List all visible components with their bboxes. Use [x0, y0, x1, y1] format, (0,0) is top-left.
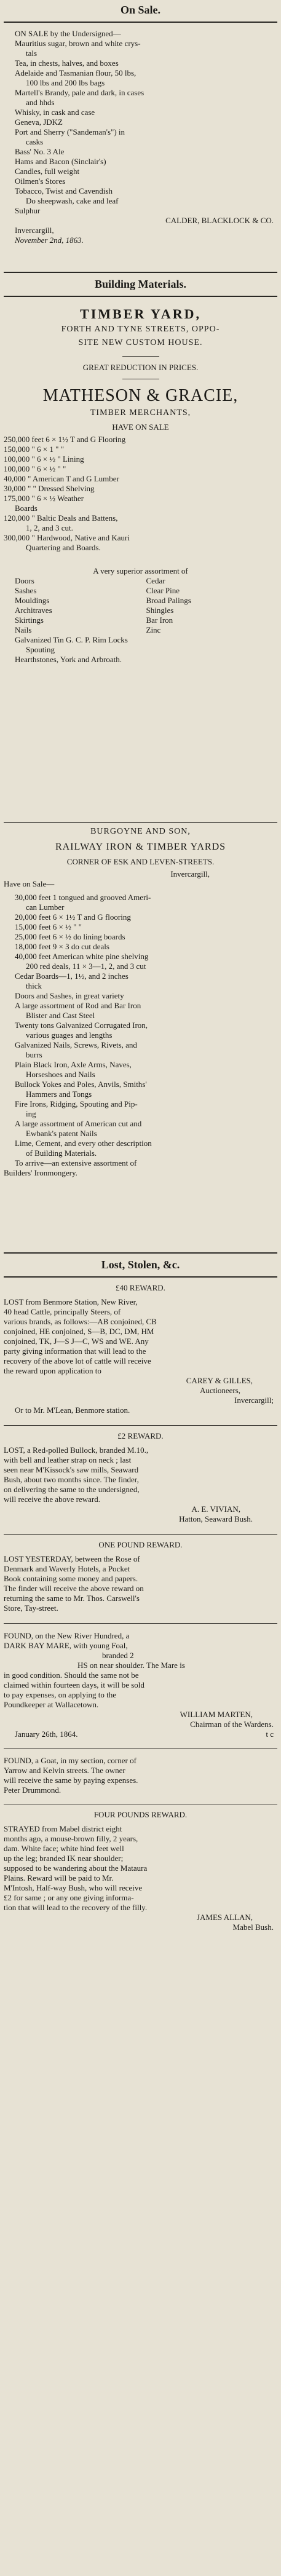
- pair-row: [4, 586, 277, 596]
- burgoyne-line: Horseshoes and Nails: [26, 1070, 95, 1079]
- firm-subtitle: TIMBER MERCHANTS,: [90, 408, 191, 417]
- stock-line: 100,000 " 6 × ½ " Lining: [4, 454, 84, 464]
- place: Invercargill,: [15, 226, 54, 235]
- pair-row: [4, 606, 277, 615]
- ad-line: DARK BAY MARE, with young Foal,: [4, 1641, 128, 1650]
- pair-right: Cedar: [146, 576, 165, 585]
- reduction-notice: GREAT REDUCTION IN PRICES.: [82, 363, 199, 372]
- burgoyne-line: Blister and Cast Steel: [26, 1011, 95, 1020]
- ad-line: in good condition. Should the same not be: [4, 1670, 139, 1680]
- section-title-lost: Lost, Stolen, &c.: [101, 1258, 180, 1271]
- divider: [4, 822, 277, 823]
- on-sale-line: tals: [26, 49, 38, 58]
- signer: A. E. VIVIAN,: [191, 1504, 240, 1514]
- ad-line: £2 for same ; or any one giving informa-: [4, 1893, 134, 1902]
- divider: [4, 1425, 277, 1426]
- stock-line: 150,000 " 6 × 1 " ": [4, 444, 65, 454]
- firm-name: MATHESON & GRACIE,: [42, 386, 239, 405]
- ad-line: LOST, a Red-polled Bullock, branded M.10.,: [4, 1445, 149, 1455]
- ad-line: party giving information that will lead to the: [4, 1346, 146, 1356]
- pair-right: Bar Iron: [146, 615, 173, 625]
- date: November 2nd, 1863.: [15, 235, 84, 245]
- pair-row: [4, 576, 277, 586]
- section-title-building: Building Materials.: [94, 278, 186, 290]
- ad-line: Bush, about two months since. The finder,: [4, 1475, 139, 1484]
- stock-line: Quartering and Boards.: [26, 543, 101, 552]
- ad-line: various brands, as follows:—AB conjoined, CB: [4, 1317, 157, 1326]
- ad-line: the reward upon application to: [4, 1366, 101, 1375]
- ad-line: dam. White face; white hind feet well: [4, 1844, 124, 1853]
- on-sale-section: [4, 0, 277, 245]
- ad-line: recovery of the above lot of cattle will receive: [4, 1356, 151, 1365]
- galv-line: Galvanized Tin G. C. P. Rim Locks: [15, 635, 128, 644]
- burgoyne-line: A large assortment of American cut and: [15, 1119, 142, 1128]
- on-sale-line: 100 lbs and 200 lbs bags: [26, 78, 105, 87]
- place: Hatton, Seaward Bush.: [179, 1514, 253, 1523]
- ad-line: to pay expenses, on applying to the: [4, 1690, 117, 1699]
- divider: [122, 356, 159, 357]
- ad-line: Denmark and Waverly Hotels, a Pocket: [4, 1564, 130, 1573]
- on-sale-line: Tea, in chests, halves, and boxes: [15, 58, 119, 68]
- stock-line: 100,000 " 6 × ½ " ": [4, 464, 66, 473]
- divider: [4, 1276, 277, 1278]
- burgoyne-line: of Building Materials.: [26, 1148, 97, 1158]
- burgoyne-line: 18,000 feet 9 × 3 do cut deals: [15, 942, 109, 951]
- ad-line: Peter Drummond.: [4, 1785, 61, 1795]
- burgoyne-line: Twenty tons Galvanized Corrugated Iron,: [15, 1021, 148, 1030]
- on-sale-line: Martell's Brandy, pale and dark, in cases: [15, 88, 144, 97]
- burgoyne-line: 20,000 feet 6 × 1½ T and G flooring: [15, 912, 131, 922]
- superior-assortment: A very superior assortment of: [93, 566, 188, 575]
- ad-line: with bell and leather strap on neck ; last: [4, 1455, 132, 1464]
- pair-left: Architraves: [15, 606, 52, 615]
- timber-yard-address: SITE NEW CUSTOM HOUSE.: [78, 338, 203, 347]
- burgoyne-line: Ewbank's patent Nails: [26, 1129, 97, 1138]
- on-sale-line: Geneva, JDKZ: [15, 117, 63, 127]
- burgoyne-advert: [4, 821, 277, 1178]
- pair-right: Zinc: [146, 625, 161, 634]
- on-sale-line: Adelaide and Tasmanian flour, 50 lbs,: [15, 68, 137, 77]
- burgoyne-corner: CORNER OF ESK AND LEVEN-STREETS.: [66, 857, 215, 866]
- timber-yard-heading: TIMBER YARD,: [80, 306, 201, 322]
- ad-line: The finder will receive the above reward on: [4, 1584, 144, 1593]
- ad-line: will receive the above reward.: [4, 1495, 101, 1504]
- pair-left: Sashes: [15, 586, 37, 595]
- on-sale-line: and hhds: [26, 98, 55, 107]
- on-sale-line: Sulphur: [15, 206, 41, 215]
- burgoyne-firm: BURGOYNE AND SON,: [90, 827, 191, 836]
- ad-line: FOUND, a Goat, in my section, corner of: [4, 1756, 137, 1765]
- ad-line: Poundkeeper at Wallacetown.: [4, 1700, 99, 1709]
- burgoyne-line: 40,000 feet American white pine shelving: [15, 952, 149, 961]
- on-sale-line: Oilmen's Stores: [15, 176, 66, 186]
- ad-line: up the leg; branded IK near shoulder;: [4, 1854, 124, 1863]
- timber-yard-address: FORTH AND TYNE STREETS, OPPO-: [61, 325, 220, 334]
- pair-left: Doors: [15, 576, 34, 585]
- divider: [4, 1252, 277, 1254]
- on-sale-line: Mauritius sugar, brown and white crys-: [15, 39, 141, 48]
- section-title-on-sale: On Sale.: [120, 4, 160, 16]
- burgoyne-line: 25,000 feet 6 × ½ do lining boards: [15, 932, 125, 941]
- pair-row: [4, 596, 277, 606]
- ad-line: HS on near shoulder. The Mare is: [77, 1661, 185, 1670]
- ad-line: tion that will lead to the recovery of the filly.: [4, 1903, 148, 1912]
- burgoyne-have: Have on Sale—: [4, 879, 55, 888]
- hearth-line: Hearthstones, York and Arbroath.: [15, 655, 122, 664]
- pair-right: Broad Palings: [146, 596, 191, 605]
- ad-line: Yarrow and Kelvin streets. The owner: [4, 1766, 125, 1775]
- ad-line: conjoined, HE conjoined, S—B, DC, DM, HM: [4, 1327, 154, 1336]
- ad-line: months ago, a mouse-brown filly, 2 years,: [4, 1834, 138, 1843]
- on-sale-line: Hams and Bacon (Sinclair's): [15, 157, 106, 166]
- burgoyne-line: Fire Irons, Ridging, Spouting and Pip-: [15, 1099, 138, 1108]
- reward-head: £40 REWARD.: [116, 1283, 165, 1292]
- on-sale-line: Do sheepwash, cake and leaf: [26, 196, 119, 205]
- burgoyne-line: 30,000 feet 1 tongued and grooved Ameri-: [15, 893, 151, 902]
- burgoyne-line: Bullock Yokes and Poles, Anvils, Smiths': [15, 1080, 147, 1089]
- mark: t c: [266, 1729, 274, 1739]
- burgoyne-yards: RAILWAY IRON & TIMBER YARDS: [55, 842, 226, 852]
- pair-left: Skirtings: [15, 615, 44, 625]
- burgoyne-line: Doors and Sashes, in great variety: [15, 991, 124, 1000]
- lost-stolen-section: [4, 1251, 277, 1932]
- ad-line: Book containing some money and papers.: [4, 1574, 138, 1583]
- burgoyne-line: Galvanized Nails, Screws, Rivets, and: [15, 1040, 137, 1049]
- burgoyne-line: Cedar Boards—1, 1½, and 2 inches: [15, 971, 129, 981]
- pair-row: [4, 625, 277, 635]
- date: January 26th, 1864.: [15, 1729, 78, 1739]
- pair-left: Mouldings: [15, 596, 50, 605]
- burgoyne-line: ing: [26, 1109, 36, 1118]
- ad-line: branded 2: [102, 1651, 134, 1660]
- burgoyne-line: To arrive—an extensive assortment of: [15, 1158, 137, 1167]
- signer: JAMES ALLAN,: [196, 1913, 253, 1922]
- pair-row: [4, 615, 277, 625]
- burgoyne-line: various guages and lengths: [26, 1030, 113, 1040]
- ad-line: Plains. Reward will be paid to Mr.: [4, 1873, 114, 1883]
- ad-line: LOST from Benmore Station, New River,: [4, 1297, 138, 1306]
- burgoyne-line: Lime, Cement, and every other description: [15, 1139, 152, 1148]
- burgoyne-line: Hammers and Tongs: [26, 1089, 92, 1099]
- signer: CALDER, BLACKLOCK & CO.: [165, 216, 274, 225]
- pair-right: Shingles: [146, 606, 174, 615]
- stock-line: 250,000 feet 6 × 1½ T and G Flooring: [4, 435, 126, 444]
- ad-line: M'Intosh, Half-way Bush, who will receive: [4, 1883, 143, 1892]
- ad-line: seen near M'Kissock's saw mills, Seaward: [4, 1465, 139, 1474]
- ad-line: claimed within fourteen days, it will be sold: [4, 1680, 144, 1689]
- ad-line: Store, Tay-street.: [4, 1603, 58, 1613]
- on-sale-line: ON SALE by the Undersigned—: [15, 29, 121, 38]
- stock-line: 120,000 " Baltic Deals and Battens,: [4, 513, 118, 523]
- burgoyne-line: Plain Black Iron, Axle Arms, Naves,: [15, 1060, 132, 1069]
- burgoyne-line: 200 red deals, 11 × 3—1, 2, and 3 cut: [26, 962, 146, 971]
- on-sale-line: Whisky, in cask and case: [15, 108, 95, 117]
- stock-line: 1, 2, and 3 cut.: [26, 523, 73, 532]
- on-sale-line: Port and Sherry ("Sandeman's") in: [15, 127, 125, 136]
- role: Auctioneers,: [199, 1386, 240, 1395]
- ad-line: returning the same to Mr. Thos. Carswell's: [4, 1594, 140, 1603]
- alt-contact: Or to Mr. M'Lean, Benmore station.: [15, 1405, 130, 1415]
- burgoyne-line: can Lumber: [26, 903, 65, 912]
- pair-right: Clear Pine: [146, 586, 180, 595]
- ad-line: LOST YESTERDAY, between the Rose of: [4, 1554, 140, 1563]
- reward-head: FOUR POUNDS REWARD.: [93, 1810, 188, 1819]
- stock-line: Boards: [15, 504, 38, 513]
- signer: WILLIAM MARTEN,: [180, 1710, 253, 1719]
- on-sale-line: Bass' No. 3 Ale: [15, 147, 65, 156]
- building-materials-section: [4, 271, 277, 665]
- galv-line: Spouting: [26, 645, 55, 654]
- burgoyne-line: burrs: [26, 1050, 42, 1059]
- stock-line: 40,000 " American T and G Lumber: [4, 474, 119, 483]
- reward-head: £2 REWARD.: [117, 1431, 164, 1440]
- on-sale-line: casks: [26, 137, 44, 146]
- burgoyne-line: thick: [26, 981, 42, 990]
- burgoyne-line: 15,000 feet 6 × ½ " ": [15, 922, 82, 931]
- burgoyne-line: Builders' Ironmongery.: [4, 1168, 77, 1177]
- divider: [4, 22, 277, 23]
- stock-line: 175,000 " 6 × ½ Weather: [4, 494, 84, 503]
- on-sale-line: Candles, full weight: [15, 167, 80, 176]
- place: Mabel Bush.: [232, 1922, 274, 1932]
- ad-line: FOUND, on the New River Hundred, a: [4, 1631, 130, 1640]
- stock-line: 300,000 " Hardwood, Native and Kauri: [4, 533, 130, 542]
- ad-line: on delivering the same to the undersigned,: [4, 1485, 140, 1494]
- ad-line: will receive the same by paying expenses.: [4, 1776, 138, 1785]
- have-on-sale: HAVE ON SALE: [112, 422, 169, 432]
- ad-line: supposed to be wandering about the Mataura: [4, 1863, 148, 1873]
- date-row: [4, 1729, 277, 1739]
- stock-line: 30,000 " " Dressed Shelving: [4, 484, 95, 493]
- ad-line: STRAYED from Mabel district eight: [4, 1824, 122, 1833]
- divider: [4, 1534, 277, 1535]
- on-sale-line: Tobacco, Twist and Cavendish: [15, 186, 113, 196]
- divider: [4, 296, 277, 297]
- burgoyne-line: A large assortment of Rod and Bar Iron: [15, 1001, 141, 1010]
- place: Invercargill;: [234, 1396, 274, 1405]
- role: Chairman of the Wardens.: [190, 1720, 274, 1729]
- divider: [4, 272, 277, 273]
- reward-head: ONE POUND REWARD.: [98, 1540, 183, 1549]
- divider: [4, 1623, 277, 1624]
- burgoyne-place: Invercargill,: [170, 869, 210, 879]
- signer: CAREY & GILLES,: [186, 1376, 253, 1385]
- pair-left: Nails: [15, 625, 32, 634]
- ad-line: 40 head Cattle, principally Steers, of: [4, 1307, 121, 1316]
- ad-line: conjoined, TK, J—S J—C, WS and WE. Any: [4, 1337, 149, 1346]
